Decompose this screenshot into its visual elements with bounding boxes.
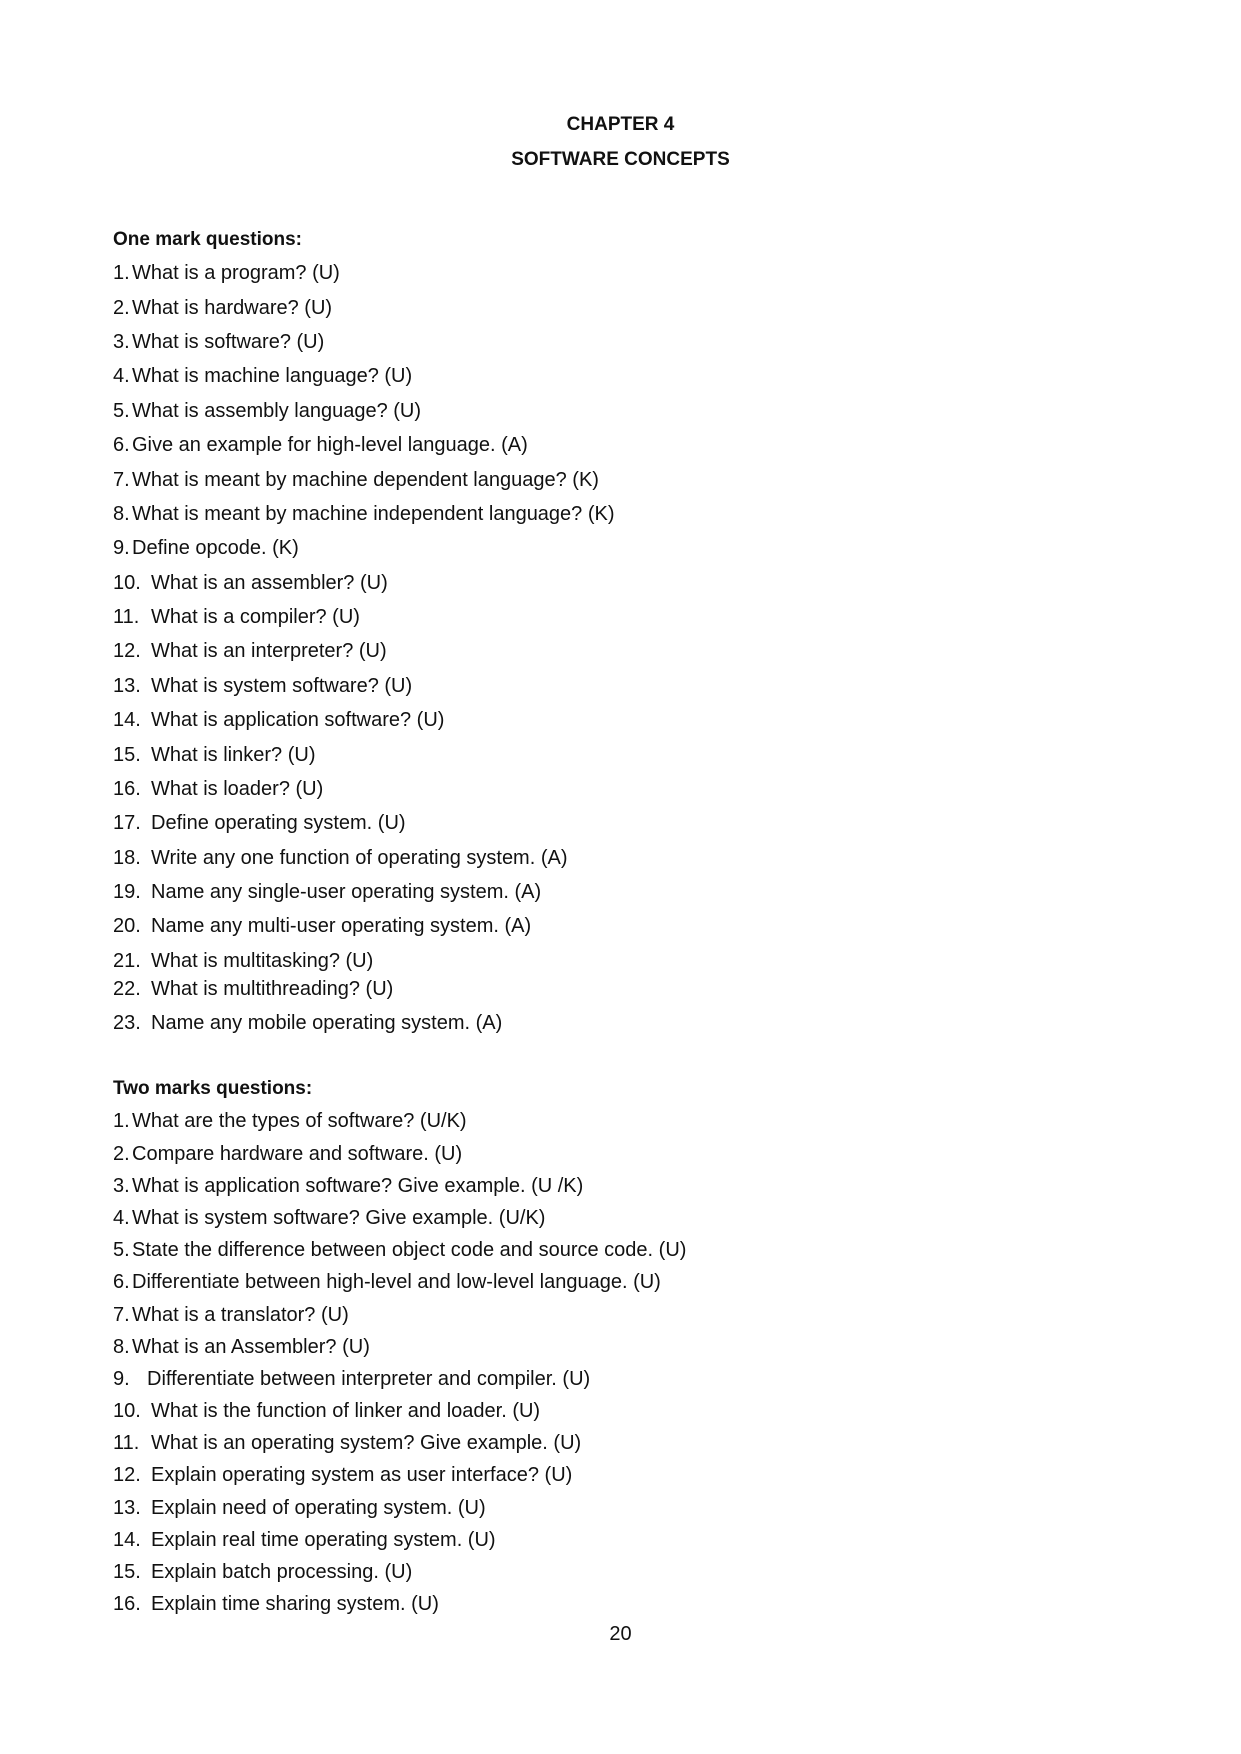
- question-item: [113, 1464, 572, 1487]
- question-item: [113, 1271, 661, 1294]
- question-text: What is application software? (U): [151, 709, 445, 731]
- question-number: 13.: [113, 1497, 141, 1519]
- question-item: [113, 1110, 467, 1133]
- question-item: [113, 1143, 462, 1166]
- question-number: 15.: [113, 744, 141, 766]
- question-item: [113, 881, 541, 904]
- question-number: 16.: [113, 1593, 141, 1615]
- question-text: Define opcode. (K): [132, 537, 299, 559]
- question-text: Differentiate between interpreter and compiler. (U): [147, 1368, 591, 1390]
- question-text: What is an operating system? Give example. (U): [151, 1432, 582, 1454]
- question-text: What is linker? (U): [151, 744, 316, 766]
- question-text: What is software? (U): [132, 331, 325, 353]
- question-item: [113, 572, 388, 595]
- question-number: 20.: [113, 915, 141, 937]
- question-number: 9.: [113, 537, 130, 559]
- question-item: [113, 950, 373, 973]
- question-number: 7.: [113, 1304, 130, 1326]
- question-number: 1.: [113, 1110, 130, 1132]
- question-item: [113, 744, 315, 767]
- page-number: 20: [609, 1623, 632, 1645]
- question-item: [113, 606, 360, 629]
- question-text: Name any mobile operating system. (A): [151, 1012, 503, 1034]
- question-text: Explain batch processing. (U): [151, 1561, 413, 1583]
- question-number: 16.: [113, 778, 141, 800]
- chapter-title: SOFTWARE CONCEPTS: [511, 149, 730, 170]
- question-item: [113, 1529, 496, 1552]
- question-item: [113, 1400, 540, 1423]
- two-marks-heading: Two marks questions:: [113, 1078, 313, 1099]
- question-item: [113, 847, 568, 870]
- question-number: 18.: [113, 847, 141, 869]
- question-item: [113, 400, 421, 423]
- question-number: 1.: [113, 262, 130, 284]
- question-text: Explain operating system as user interface? (U): [151, 1464, 573, 1486]
- question-number: 3.: [113, 331, 130, 353]
- question-text: What is meant by machine independent language? (K): [132, 503, 615, 525]
- question-text: Name any single-user operating system. (A): [151, 881, 542, 903]
- question-number: 3.: [113, 1175, 130, 1197]
- question-item: [113, 915, 531, 938]
- question-number: 4.: [113, 1207, 130, 1229]
- question-text: What is multitasking? (U): [151, 950, 374, 972]
- question-text: Compare hardware and software. (U): [132, 1143, 463, 1165]
- question-number: 17.: [113, 812, 141, 834]
- question-text: Explain real time operating system. (U): [151, 1529, 496, 1551]
- question-number: 13.: [113, 675, 141, 697]
- question-text: What is loader? (U): [151, 778, 324, 800]
- question-item: [113, 1239, 686, 1262]
- question-item: [113, 1207, 545, 1230]
- question-item: [113, 1593, 439, 1616]
- question-number: 14.: [113, 1529, 141, 1551]
- question-item: [113, 675, 412, 698]
- question-text: What is machine language? (U): [132, 365, 413, 387]
- question-item: [113, 469, 599, 492]
- question-text: What is application software? Give example. (U /K): [132, 1175, 584, 1197]
- question-text: What is hardware? (U): [132, 297, 333, 319]
- question-text: State the difference between object code and source code. (U): [132, 1239, 687, 1261]
- question-number: 8.: [113, 1336, 130, 1358]
- question-text: What is an assembler? (U): [151, 572, 388, 594]
- question-number: 10.: [113, 1400, 141, 1422]
- question-item: [113, 1561, 412, 1584]
- question-text: Name any multi-user operating system. (A): [151, 915, 532, 937]
- question-number: 15.: [113, 1561, 141, 1583]
- question-text: Give an example for high-level language. (A): [132, 434, 528, 456]
- question-number: 8.: [113, 503, 130, 525]
- question-number: 23.: [113, 1012, 141, 1034]
- question-number: 7.: [113, 469, 130, 491]
- question-text: What is a program? (U): [132, 262, 340, 284]
- question-text: Explain time sharing system. (U): [151, 1593, 439, 1615]
- question-number: 5.: [113, 400, 130, 422]
- question-item: [113, 503, 615, 526]
- question-item: [113, 640, 387, 663]
- question-item: [113, 1368, 590, 1391]
- question-number: 9.: [113, 1368, 130, 1390]
- question-text: Write any one function of operating system. (A): [151, 847, 568, 869]
- question-item: [113, 434, 528, 457]
- question-text: What are the types of software? (U/K): [132, 1110, 467, 1132]
- question-item: [113, 1175, 583, 1198]
- question-number: 11.: [113, 1432, 140, 1454]
- question-text: What is multithreading? (U): [151, 978, 394, 1000]
- question-item: [113, 1497, 486, 1520]
- question-item: [113, 778, 323, 801]
- question-item: [113, 262, 340, 285]
- question-item: [113, 978, 393, 1001]
- question-item: [113, 365, 412, 388]
- question-number: 19.: [113, 881, 141, 903]
- question-item: [113, 1012, 502, 1035]
- question-number: 2.: [113, 1143, 130, 1165]
- question-item: [113, 331, 324, 354]
- question-item: [113, 1304, 349, 1327]
- question-text: What is an interpreter? (U): [151, 640, 387, 662]
- question-item: [113, 1336, 370, 1359]
- question-number: 21.: [113, 950, 141, 972]
- question-number: 11.: [113, 606, 140, 628]
- question-text: What is a translator? (U): [132, 1304, 349, 1326]
- question-item: [113, 1432, 581, 1455]
- question-number: 12.: [113, 1464, 141, 1486]
- question-item: [113, 537, 299, 560]
- question-number: 4.: [113, 365, 130, 387]
- question-text: What is system software? (U): [151, 675, 413, 697]
- question-text: What is a compiler? (U): [151, 606, 360, 628]
- question-item: [113, 709, 444, 732]
- question-text: Explain need of operating system. (U): [151, 1497, 486, 1519]
- question-number: 10.: [113, 572, 141, 594]
- question-number: 22.: [113, 978, 141, 1000]
- question-number: 12.: [113, 640, 141, 662]
- question-number: 5.: [113, 1239, 130, 1261]
- chapter-heading: CHAPTER 4: [566, 114, 675, 135]
- question-item: [113, 812, 406, 835]
- question-text: What is system software? Give example. (U/K): [132, 1207, 546, 1229]
- question-number: 6.: [113, 1271, 130, 1293]
- question-number: 14.: [113, 709, 141, 731]
- question-text: What is an Assembler? (U): [132, 1336, 370, 1358]
- question-number: 2.: [113, 297, 130, 319]
- one-mark-heading: One mark questions:: [113, 229, 302, 250]
- question-text: What is meant by machine dependent language? (K): [132, 469, 599, 491]
- question-text: Define operating system. (U): [151, 812, 406, 834]
- question-text: Differentiate between high-level and low-level language. (U): [132, 1271, 661, 1293]
- question-text: What is assembly language? (U): [132, 400, 422, 422]
- question-text: What is the function of linker and loader. (U): [151, 1400, 541, 1422]
- question-item: [113, 297, 332, 320]
- question-number: 6.: [113, 434, 130, 456]
